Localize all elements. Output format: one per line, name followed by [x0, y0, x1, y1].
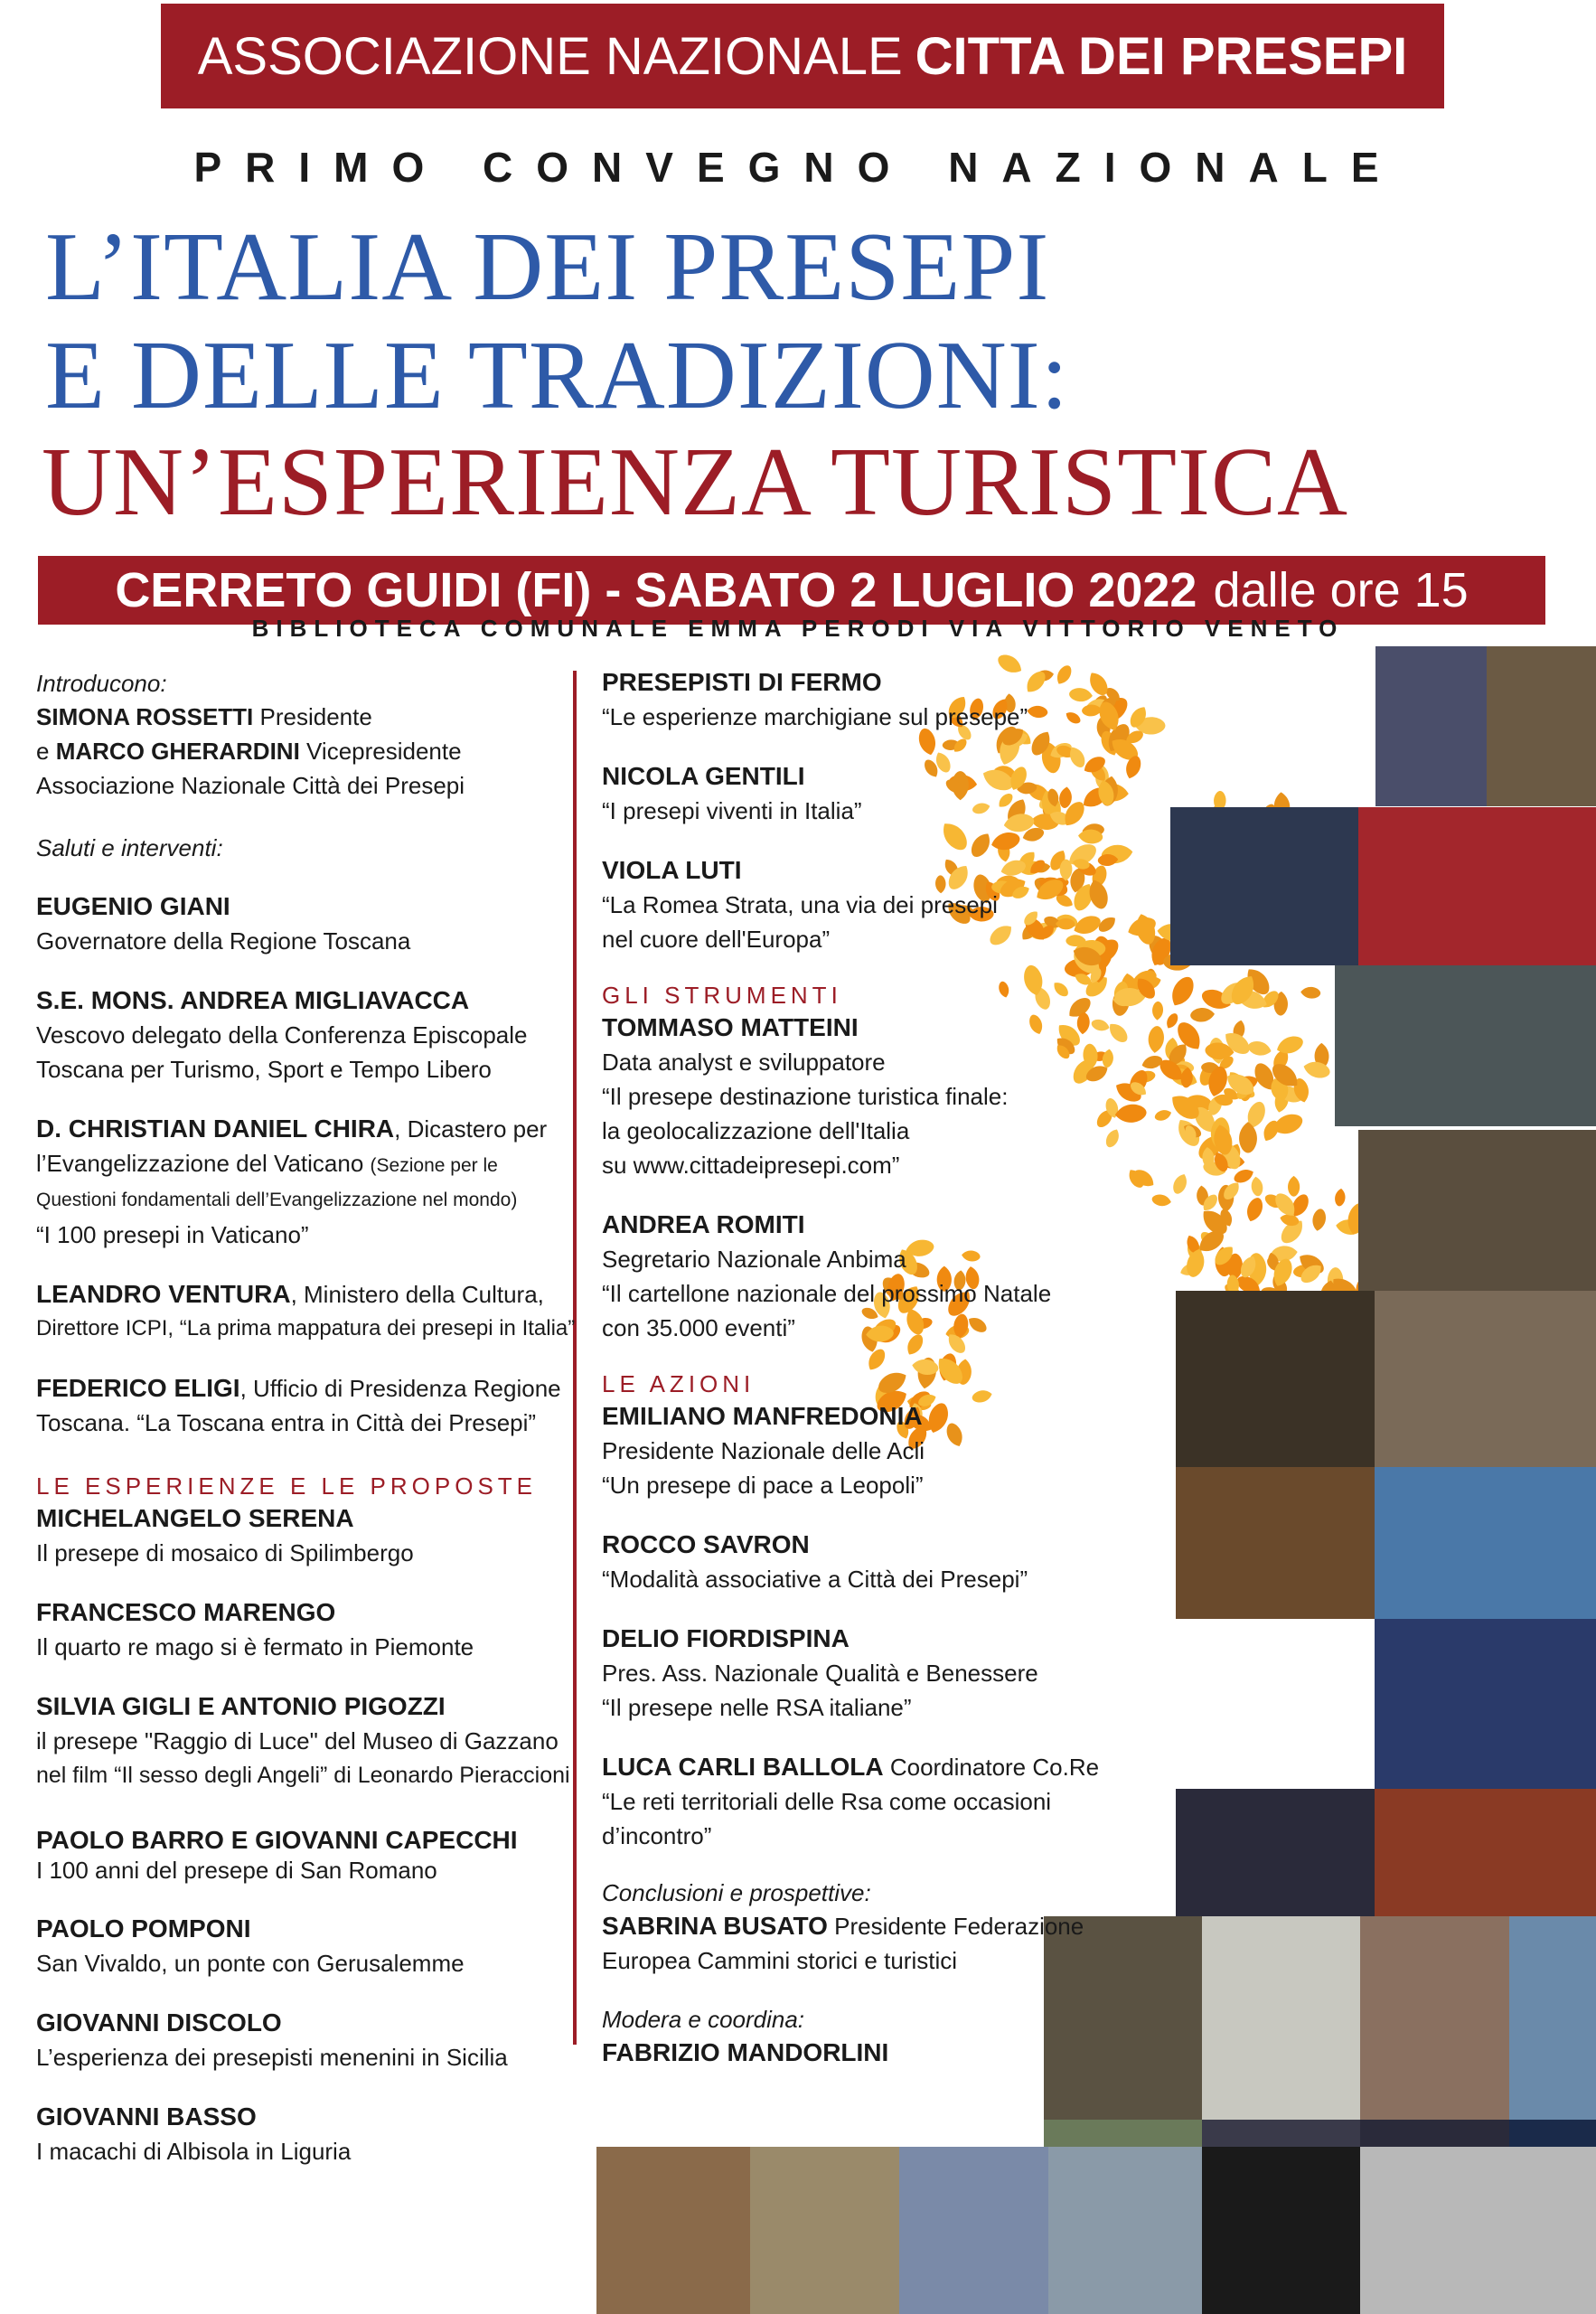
talk-title: “Le reti territoriali delle Rsa come occasioni	[602, 1788, 1052, 1815]
speaker-barro-capecchi	[36, 1823, 578, 1883]
speaker-name: TOMMASO MATTEINI	[602, 1013, 859, 1041]
speaker-gentili	[602, 759, 1180, 828]
photo-tile	[1048, 2147, 1202, 2314]
speaker-name: MARCO GHERARDINI	[55, 738, 300, 765]
photo-tile	[1176, 1291, 1375, 1467]
speaker-eligi	[36, 1371, 578, 1440]
talk-title: il presepe "Raggio di Luce" del Museo di Gazzano	[36, 1727, 559, 1754]
leaf-shape	[1300, 986, 1321, 999]
leaf-shape	[1310, 1208, 1327, 1232]
photo-tile	[1375, 646, 1488, 806]
speaker-savron	[602, 1528, 1180, 1596]
speaker-role: Toscana per Turismo, Sport e Tempo Libero	[36, 1056, 492, 1083]
speaker-name: GIOVANNI DISCOLO	[36, 2008, 282, 2037]
conclusions-label: Conclusioni e prospettive:	[602, 1879, 871, 1906]
conjunction: e	[36, 738, 50, 765]
speaker-role: Segretario Nazionale Anbima	[602, 1246, 906, 1273]
speaker-name: SABRINA BUSATO	[602, 1912, 828, 1940]
photo-tile	[1335, 965, 1596, 1126]
talk-title: Il quarto re mago si è fermato in Piemonte	[36, 1633, 474, 1660]
intro-speaker-1	[36, 700, 578, 734]
photo-tile	[1170, 807, 1358, 965]
speaker-role: Presidente Nazionale delle Acli	[602, 1437, 925, 1464]
leaf-shape	[1334, 1188, 1347, 1207]
moderator-label: Modera e coordina:	[602, 2006, 805, 2033]
intro-speaker-2	[36, 734, 578, 768]
speaker-role: , Ufficio di Presidenza Regione	[239, 1375, 561, 1402]
speaker-role: Questioni fondamentali dell’Evangelizzazione nel mondo)	[36, 1190, 518, 1210]
section-esperienze: LE ESPERIENZE E LE PROPOSTE	[36, 1472, 538, 1500]
talk-title: I 100 anni del presepe di San Romano	[36, 1857, 437, 1884]
talk-title: “Il presepe destinazione turistica finale:	[602, 1083, 1009, 1110]
leaf-shape	[1244, 1196, 1265, 1224]
title-line-1: L’ITALIA DEI PRESEPI	[45, 213, 1050, 321]
speaker-name: SIMONA ROSSETTI	[36, 703, 254, 730]
speaker-pomponi	[36, 1912, 578, 1980]
speaker-name: DELIO FIORDISPINA	[602, 1624, 850, 1652]
talk-title: “Modalità associative a Città dei Presepi”	[602, 1566, 1028, 1593]
program-left-column	[36, 667, 578, 2168]
section-azioni: LE AZIONI	[602, 1370, 756, 1397]
date-location: CERRETO GUIDI (FI) - SABATO 2 LUGLIO 2022	[115, 563, 1197, 617]
photo-tile	[750, 2147, 899, 2314]
speaker-role: Presidente Federazione	[834, 1913, 1084, 1940]
association-name: CITTA DEI PRESEPI	[915, 26, 1408, 86]
speaker-role: Vescovo delegato della Conferenza Episcopale	[36, 1021, 528, 1049]
photo-tile	[1375, 1467, 1596, 1619]
talk-title: nel film “Il sesso degli Angeli” di Leonardo Pieraccioni	[36, 1763, 570, 1788]
speaker-name: ROCCO SAVRON	[602, 1530, 810, 1558]
talk-title: Toscana. “La Toscana entra in Città dei Presepi”	[36, 1409, 537, 1436]
title-line-2: E DELLE TRADIZIONI:	[45, 322, 1069, 429]
speaker-role: , Dicastero per	[394, 1115, 548, 1143]
talk-title: L’esperienza dei presepisti menenini in Sicilia	[36, 2044, 508, 2071]
photo-tile	[596, 2147, 750, 2314]
photo-tile	[1375, 1291, 1596, 1467]
speaker-giani	[36, 889, 578, 958]
photo-tile	[1375, 1619, 1596, 1790]
speaker-name: LUCA CARLI BALLOLA	[602, 1753, 884, 1781]
photo-tile	[1176, 1467, 1375, 1619]
speaker-ventura	[36, 1277, 578, 1346]
speaker-name: D. CHRISTIAN DANIEL CHIRA	[36, 1115, 395, 1143]
speaker-name: MICHELANGELO SERENA	[36, 1504, 354, 1532]
speaker-role: Coordinatore Co.Re	[889, 1754, 1100, 1781]
talk-title: nel cuore dell'Europa”	[602, 926, 831, 953]
speaker-role: l’Evangelizzazione del Vaticano	[36, 1150, 364, 1177]
talk-title: “Le esperienze marchigiane sul presepe”	[602, 703, 1028, 730]
photo-tile	[1202, 2147, 1360, 2314]
speaker-manfredonia	[602, 1399, 1180, 1502]
photo-tile	[1509, 1916, 1596, 2120]
speaker-name: SILVIA GIGLI E ANTONIO PIGOZZI	[36, 1692, 446, 1720]
talk-title: con 35.000 eventi”	[602, 1314, 795, 1341]
leaf-shape	[1288, 1176, 1300, 1197]
talk-title: Direttore ICPI, “La prima mappatura dei presepi in Italia”	[36, 1316, 576, 1340]
talk-title: d’incontro”	[602, 1822, 712, 1849]
photo-tile	[1358, 807, 1596, 965]
talk-title: su www.cittadeipresepi.com”	[602, 1152, 900, 1179]
leaf-shape	[1250, 1176, 1263, 1197]
leaf-shape	[1246, 1039, 1272, 1058]
speaker-role: Pres. Ass. Nazionale Qualità e Benessere	[602, 1660, 1038, 1687]
talk-title: “La Romea Strata, una via dei presepi	[602, 891, 998, 918]
intro-label: Introducono:	[36, 670, 167, 697]
talk-title: “Il presepe nelle RSA italiane”	[602, 1694, 912, 1721]
section-strumenti: GLI STRUMENTI	[602, 982, 842, 1009]
photo-tile	[899, 2147, 1048, 2314]
speaker-name: NICOLA GENTILI	[602, 762, 805, 790]
intro-org: Associazione Nazionale Città dei Presepi	[36, 772, 465, 799]
speaker-role: Europea Cammini storici e turistici	[602, 1947, 958, 1974]
speaker-role: Presidente	[259, 703, 372, 730]
speaker-name: FEDERICO ELIGI	[36, 1374, 240, 1402]
speaker-gigli-pigozzi	[36, 1689, 578, 1792]
speaker-role: , Ministero della Cultura,	[290, 1281, 544, 1308]
talk-title: “Il cartellone nazionale del prossimo Natale	[602, 1280, 1052, 1307]
talk-title: San Vivaldo, un ponte con Gerusalemme	[36, 1950, 465, 1977]
leaf-shape	[1190, 1007, 1216, 1022]
speaker-role: Vicepresidente	[306, 738, 462, 765]
speaker-name: PAOLO POMPONI	[36, 1914, 251, 1942]
talk-title: Il presepe di mosaico di Spilimbergo	[36, 1539, 414, 1566]
speaker-name: GIOVANNI BASSO	[36, 2102, 257, 2131]
moderator-name: FABRIZIO MANDORLINI	[602, 2038, 889, 2066]
speaker-migliavacca	[36, 983, 578, 1086]
speaker-name: EMILIANO MANFREDONIA	[602, 1402, 923, 1430]
photo-tile	[1358, 1130, 1596, 1291]
speaker-role: Data analyst e sviluppatore	[602, 1049, 886, 1076]
talk-title: I macachi di Albisola in Liguria	[36, 2138, 352, 2165]
speaker-basso	[36, 2100, 578, 2168]
speaker-role: (Sezione per le	[370, 1155, 498, 1176]
photo-tile	[1360, 2147, 1596, 2314]
speaker-fermo	[602, 665, 1180, 734]
speaker-name: FRANCESCO MARENGO	[36, 1598, 336, 1626]
photo-tile	[1487, 646, 1596, 806]
speaker-romiti	[602, 1208, 1180, 1345]
venue: BIBLIOTECA COMUNALE EMMA PERODI VIA VITTORIO VENETO	[251, 615, 1345, 642]
speaker-fiordispina	[602, 1622, 1180, 1725]
speaker-serena	[36, 1501, 578, 1570]
speaker-name: EUGENIO GIANI	[36, 892, 230, 920]
speaker-matteini	[602, 1011, 1180, 1182]
photo-tile	[1202, 1916, 1360, 2120]
speaker-name: VIOLA LUTI	[602, 856, 742, 884]
program-right-column	[602, 665, 1180, 2070]
speaker-name: LEANDRO VENTURA	[36, 1280, 291, 1308]
talk-title: “Un presepe di pace a Leopoli”	[602, 1472, 924, 1499]
title-line-3: UN’ESPERIENZA TURISTICA	[42, 428, 1349, 536]
speaker-carli-ballola	[602, 1750, 1180, 1853]
speaker-discolo	[36, 2006, 578, 2074]
speaker-name: PAOLO BARRO E GIOVANNI CAPECCHI	[36, 1826, 518, 1854]
speaker-luti	[602, 853, 1180, 956]
event-subtitle: PRIMO CONVEGNO NAZIONALE	[193, 144, 1403, 191]
talk-title: “I presepi viventi in Italia”	[602, 797, 862, 824]
speaker-name: S.E. MONS. ANDREA MIGLIAVACCA	[36, 986, 470, 1014]
start-time: dalle ore 15	[1213, 563, 1469, 617]
speaker-chira	[36, 1112, 578, 1252]
saluti-label: Saluti e interventi:	[36, 834, 223, 861]
talk-title: “I 100 presepi in Vaticano”	[36, 1221, 309, 1248]
speaker-role: Governatore della Regione Toscana	[36, 927, 411, 955]
association-banner	[161, 4, 1444, 108]
talk-title: la geolocalizzazione dell'Italia	[602, 1117, 910, 1144]
speaker-marengo	[36, 1595, 578, 1664]
speaker-name: PRESEPISTI DI FERMO	[602, 668, 882, 696]
association-prefix: ASSOCIAZIONE NAZIONALE	[197, 26, 903, 86]
photo-tile	[1360, 1916, 1509, 2120]
speaker-name: ANDREA ROMITI	[602, 1210, 805, 1238]
